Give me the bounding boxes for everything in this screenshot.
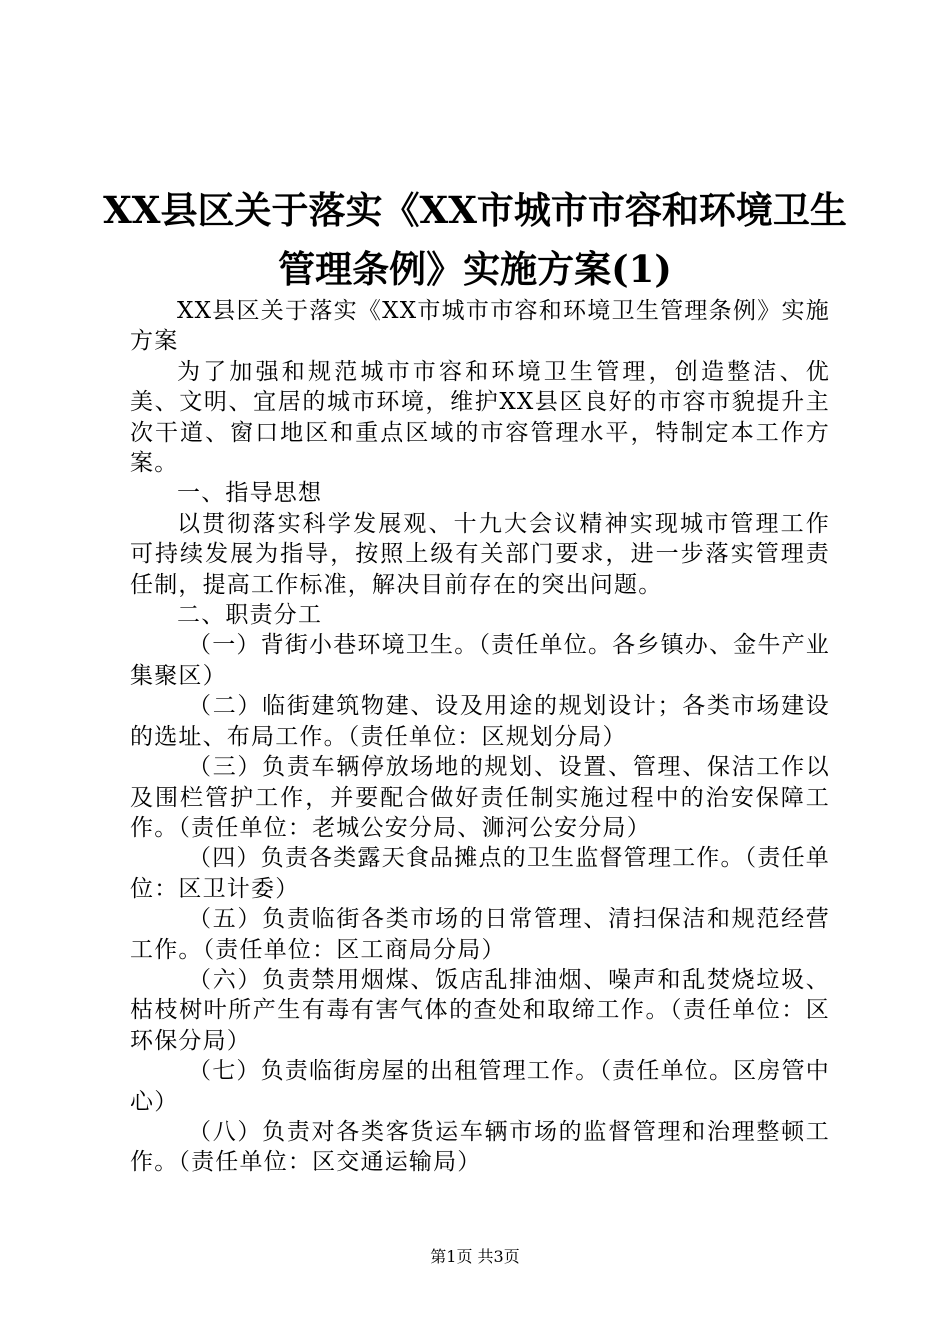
- responsibility-item-6: （六）负责禁用烟煤、饭店乱排油烟、噪声和乱焚烧垃圾、枯枝树叶所产生有毒有害气体的查处和取缔工作。（责任单位：区环保分局）: [130, 966, 830, 1054]
- responsibility-item-1: （一）背街小巷环境卫生。（责任单位。各乡镇办、金牛产业集聚区）: [130, 632, 830, 689]
- section-heading-guiding-thought: 一、指导思想: [177, 480, 323, 507]
- document-title-line-2: 管理条例》实施方案(1): [278, 247, 672, 291]
- paragraph-guiding-thought: 以贯彻落实科学发展观、十九大会议精神实现城市管理工作可持续发展为指导，按照上级有关部门要求，进一步落实管理责任制，提高工作标准，解决目前存在的突出问题。: [130, 510, 830, 598]
- section-heading-responsibilities: 二、职责分工: [177, 602, 323, 629]
- responsibility-item-5: （五）负责临街各类市场的日常管理、清扫保洁和规范经营工作。（责任单位：区工商局分局）: [130, 906, 830, 963]
- page-footer: 第1页 共3页: [430, 1247, 520, 1266]
- responsibility-item-7: （七）负责临街房屋的出租管理工作。（责任单位。区房管中心）: [130, 1058, 830, 1115]
- document-title-line-1: XX县区关于落实《XX市城市市容和环境卫生: [103, 188, 847, 232]
- paragraph-intro: 为了加强和规范城市市容和环境卫生管理，创造整洁、优美、文明、宜居的城市环境，维护XX县区良好的市容市貌提升主次干道、窗口地区和重点区域的市容管理水平，特制定本工作方案。: [130, 358, 830, 477]
- responsibility-item-8: （八）负责对各类客货运车辆市场的监督管理和治理整顿工作。（责任单位：区交通运输局）: [130, 1118, 830, 1176]
- document-body: [130, 296, 830, 1178]
- responsibility-item-2: （二）临街建筑物建、设及用途的规划设计；各类市场建设的选址、布局工作。（责任单位：区规划分局）: [130, 693, 830, 750]
- responsibility-item-4: （四）负责各类露天食品摊点的卫生监督管理工作。（责任单位：区卫计委）: [130, 845, 830, 902]
- paragraph-repeat-title: XX县区关于落实《XX市城市市容和环境卫生管理条例》实施方案: [130, 298, 830, 355]
- responsibility-item-3: （三）负责车辆停放场地的规划、设置、管理、保洁工作以及围栏管护工作，并要配合做好责任制实施过程中的治安保障工作。（责任单位：老城公安分局、浉河公安分局）: [130, 754, 830, 841]
